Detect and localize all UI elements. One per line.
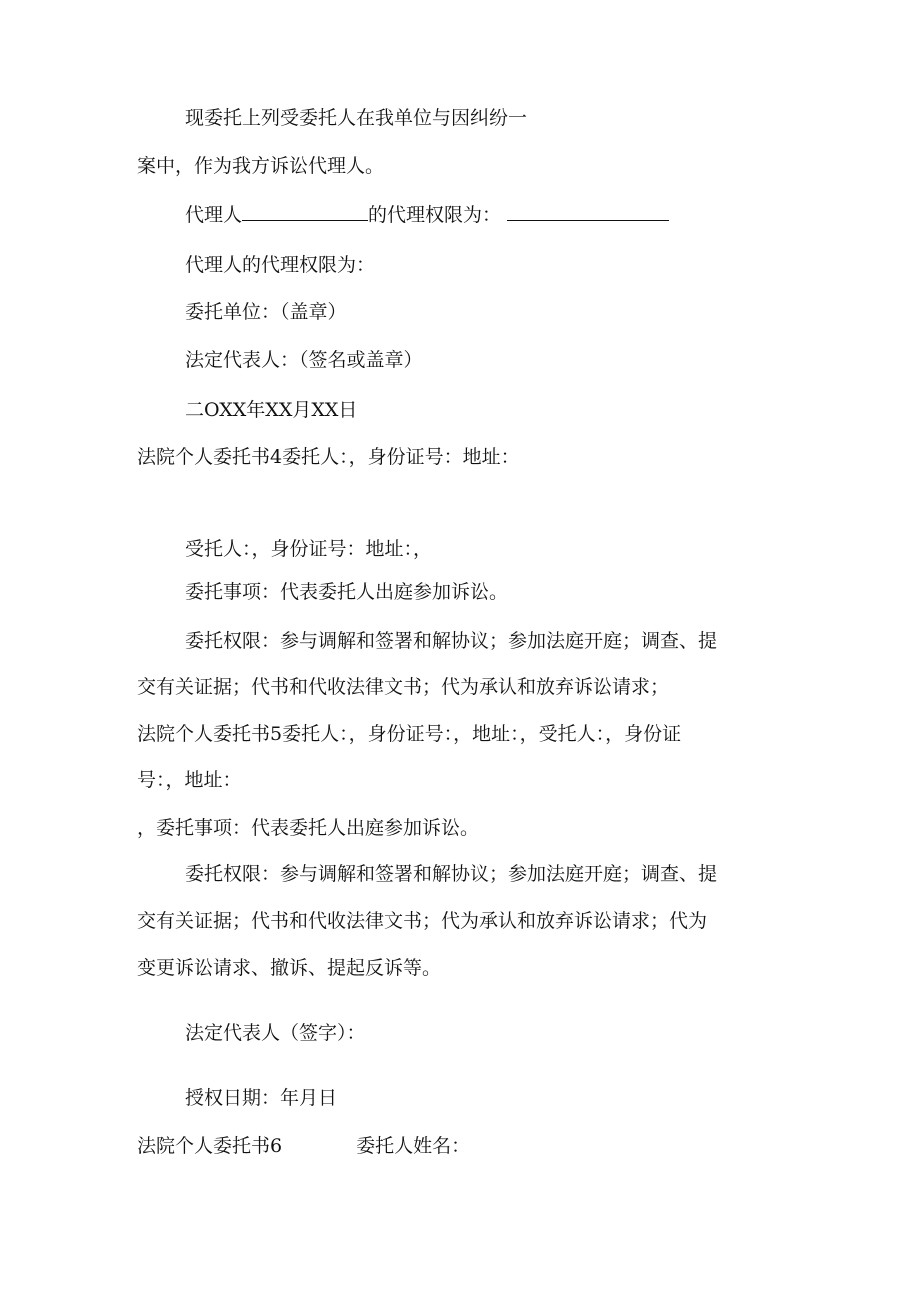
entrusted-authority-5-end: 变更诉讼请求、撤诉、提起反诉等。 [137, 957, 442, 979]
authorization-date: 授权日期：年月日 [185, 1087, 338, 1109]
entrusted-authority-cont: 交有关证据；代书和代收法律文书；代为承认和放弃诉讼请求； [137, 676, 670, 698]
section-5-cont: 号：，地址： [137, 769, 242, 791]
principal-name-label: 委托人姓名： [356, 1135, 471, 1157]
authority-label: 的代理权限为： [368, 204, 502, 226]
authority-blank[interactable] [507, 202, 669, 221]
date-line: 二OXX年XX月XX日 [185, 399, 358, 421]
entrusting-unit-seal: 委托单位：（盖章） [185, 301, 347, 323]
paragraph-entrust-text: 现委托上列受委托人在我单位与因纠纷一 [185, 107, 528, 129]
agent-label: 代理人 [185, 204, 243, 226]
entrusted-matters: 委托事项：代表委托人出庭参加诉讼。 [185, 581, 509, 603]
entrusted-authority: 委托权限：参与调解和签署和解协议；参加法庭开庭；调查、提 [185, 630, 718, 652]
legal-representative-sign: 法定代表人：（签名或盖章） [185, 349, 423, 371]
legal-representative-signature: 法定代表人（签字）： [185, 1022, 366, 1044]
entrusted-authority-5-cont: 交有关证据；代书和代收法律文书；代为承认和放弃诉讼请求；代为 [137, 910, 708, 932]
agent-authority-line [0, 202, 920, 227]
entrusted-matters-5: ，委托事项：代表委托人出庭参加诉讼。 [137, 817, 480, 839]
section-4-heading: 法院个人委托书4委托人：，身份证号：地址： [137, 446, 520, 468]
section-6-title: 法院个人委托书6 [137, 1135, 283, 1157]
section-6-heading [0, 1134, 920, 1158]
entrusted-authority-5: 委托权限：参与调解和签署和解协议；参加法庭开庭；调查、提 [185, 863, 718, 885]
agent-name-blank[interactable] [242, 202, 368, 221]
paragraph-entrust-text-cont: 案中，作为我方诉讼代理人。 [137, 155, 385, 177]
trustee-info: 受托人：，身份证号：地址：， [185, 538, 433, 560]
agent-authority-heading: 代理人的代理权限为： [185, 254, 376, 276]
section-5-heading: 法院个人委托书5委托人：，身份证号：，地址：，受托人：，身份证 [137, 723, 682, 745]
